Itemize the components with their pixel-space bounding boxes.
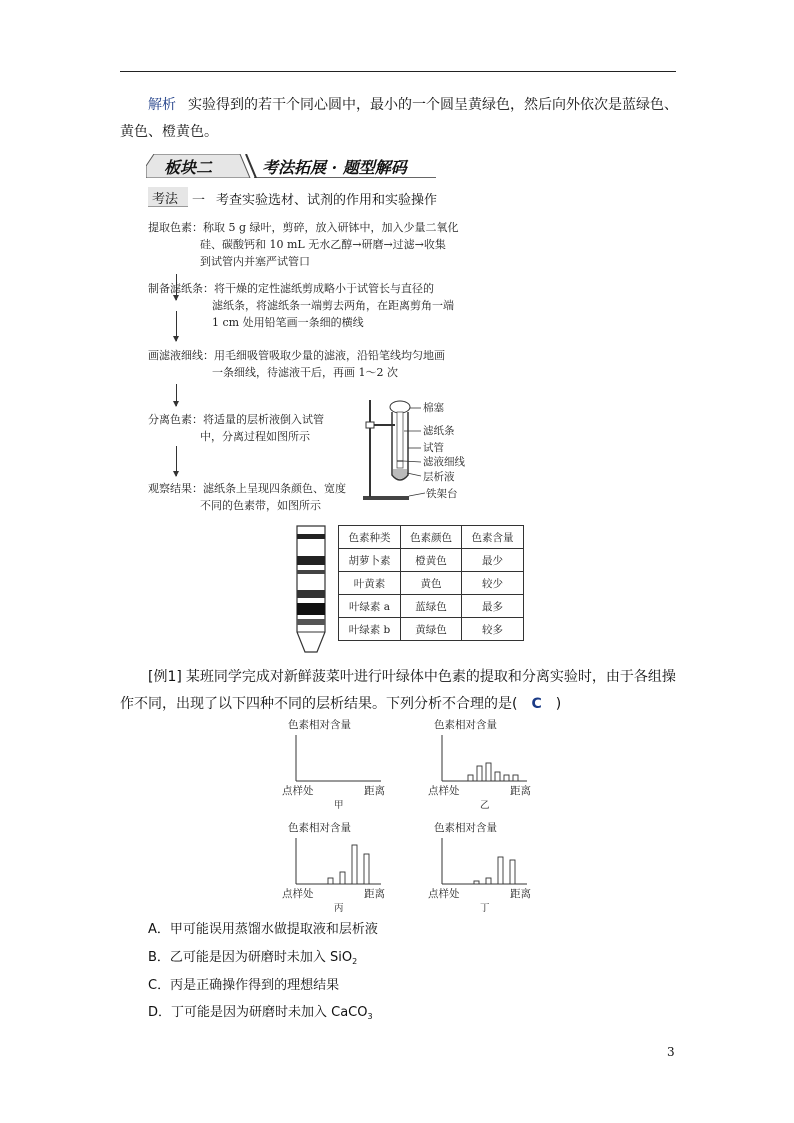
bar bbox=[468, 775, 473, 781]
chart-3 bbox=[282, 820, 398, 914]
x-label-right: 距离 bbox=[364, 888, 385, 900]
flow-step-1: 提取色素：称取 5 g 绿叶，剪碎，放入研钵中，加入少量二氧化 硅、碳酸钙和 10 mL 无水乙醇→研磨→过滤→收集 到试管内并塞严试管口 bbox=[148, 221, 459, 268]
bar bbox=[340, 872, 345, 884]
pigment-table bbox=[338, 525, 524, 641]
analysis-line-1 bbox=[148, 92, 688, 119]
x-label-right: 距离 bbox=[364, 785, 385, 797]
bar bbox=[510, 860, 515, 884]
bar bbox=[495, 772, 500, 781]
chart-title: 色素相对含量 bbox=[434, 719, 497, 731]
filter-strip bbox=[397, 412, 403, 468]
chart-4 bbox=[428, 820, 544, 914]
x-label-left: 点样处 bbox=[282, 888, 314, 900]
bar bbox=[486, 878, 491, 884]
table-row: 叶绿素 b 黄绿色 较多 bbox=[339, 618, 524, 641]
analysis-line-2: 黄色、橙黄色。 bbox=[120, 124, 218, 140]
example-answer: C bbox=[531, 696, 542, 712]
chart-2 bbox=[428, 717, 544, 811]
bar bbox=[364, 854, 369, 884]
pigment-strip-result bbox=[293, 524, 329, 654]
example-line-2 bbox=[120, 691, 676, 718]
chart-axes bbox=[434, 717, 544, 787]
method-label: 考法 bbox=[152, 192, 179, 207]
option-b-text: B．乙可能是因为研磨时未加入 SiO bbox=[148, 950, 353, 965]
flow-step-3: 画滤液细线：用毛细吸管吸取少量的滤液，沿铅笔线均匀地画 一条细线，待滤液干后，再画 1～2 次 bbox=[148, 349, 445, 379]
option-d-text: D．丁可能是因为研磨时未加入 CaCO bbox=[148, 1005, 368, 1020]
table-row: 叶绿素 a 蓝绿色 最多 bbox=[339, 595, 524, 618]
chart-axes bbox=[434, 820, 544, 890]
label-cotton: 棉塞 bbox=[423, 402, 444, 414]
analysis-text: 实验得到的若干个同心圆中，最小的一个圆呈黄绿色，然后向外依次是蓝绿色、 bbox=[188, 97, 678, 113]
header-rule bbox=[120, 71, 676, 72]
chart-name: 丙 bbox=[334, 903, 344, 914]
chart-1 bbox=[282, 717, 398, 811]
bar bbox=[352, 845, 357, 884]
example-close: ) bbox=[555, 696, 562, 712]
option-d-sub: 3 bbox=[367, 1012, 373, 1021]
chart-axes bbox=[288, 717, 398, 787]
flow-arrow-2 bbox=[176, 311, 177, 341]
label-solvent: 层析液 bbox=[423, 471, 455, 483]
example-text: 某班同学完成对新鲜菠菜叶进行叶绿体中色素的提取和分离实验时，由于各组操 bbox=[185, 669, 676, 685]
bar bbox=[513, 775, 518, 781]
bar bbox=[474, 881, 479, 884]
table-row: 胡萝卜素 橙黄色 最少 bbox=[339, 549, 524, 572]
method-title: 考查实验选材、试剂的作用和实验操作 bbox=[216, 193, 438, 208]
x-label-left: 点样处 bbox=[282, 785, 314, 797]
chart-title: 色素相对含量 bbox=[288, 719, 351, 731]
chart-title: 色素相对含量 bbox=[434, 822, 497, 834]
flow-arrow-3 bbox=[176, 384, 177, 406]
chart-name: 乙 bbox=[480, 800, 490, 811]
bar bbox=[504, 775, 509, 781]
table-header-row: 色素种类 色素颜色 色素含量 bbox=[339, 526, 524, 549]
option-b bbox=[148, 948, 357, 972]
option-a: A．甲可能误用蒸馏水做提取液和层析液 bbox=[148, 922, 378, 937]
analysis-label: 解析 bbox=[148, 97, 176, 113]
banner-left-text: 板块二 bbox=[164, 158, 213, 177]
option-c: C．丙是正确操作得到的理想结果 bbox=[148, 978, 340, 993]
x-label-left: 点样处 bbox=[428, 785, 460, 797]
table-row: 叶黄素 黄色 较少 bbox=[339, 572, 524, 595]
bar bbox=[486, 763, 491, 781]
x-label-right: 距离 bbox=[510, 785, 531, 797]
example-line-1 bbox=[148, 664, 688, 691]
x-label-left: 点样处 bbox=[428, 888, 460, 900]
method-num: 一 bbox=[192, 193, 206, 208]
clamp-holder bbox=[366, 422, 374, 428]
label-strip: 滤纸条 bbox=[423, 425, 455, 437]
label-stand: 铁架台 bbox=[426, 488, 458, 500]
chart-axes bbox=[288, 820, 398, 890]
chart-name: 丁 bbox=[480, 903, 490, 914]
option-d bbox=[148, 1003, 373, 1027]
cotton-plug bbox=[390, 401, 410, 413]
flow-step-5: 观察结果：滤纸条上呈现四条颜色、宽度 不同的色素带，如图所示 bbox=[148, 482, 346, 512]
banner-right-text: 考法拓展 · 题型解码 bbox=[262, 158, 407, 177]
section-banner bbox=[146, 154, 438, 178]
x-label-right: 距离 bbox=[510, 888, 531, 900]
label-line: 滤液细线 bbox=[423, 456, 465, 468]
example-prefix: [例1] bbox=[148, 669, 182, 685]
flow-step-4: 分离色素：将适量的层析液倒入试管 中，分离过程如图所示 bbox=[148, 413, 324, 443]
flow-arrow-4 bbox=[176, 446, 177, 476]
flow-step-2: 制备滤纸条：将干燥的定性滤纸剪成略小于试管长与直径的 滤纸条，将滤纸条一端剪去两角，在距离剪角一端 1 cm 处用铅笔画一条细的横线 bbox=[148, 282, 454, 329]
chart-name: 甲 bbox=[334, 800, 344, 811]
bar bbox=[477, 766, 482, 781]
label-tube: 试管 bbox=[423, 442, 444, 454]
option-b-sub: 2 bbox=[352, 957, 358, 966]
example-text-2: 作不同，出现了以下四种不同的层析结果。下列分析不合理的是( bbox=[120, 696, 518, 712]
chromatography-apparatus bbox=[355, 395, 485, 510]
page-number: 3 bbox=[667, 1045, 675, 1059]
chart-title: 色素相对含量 bbox=[288, 822, 351, 834]
bar bbox=[328, 878, 333, 884]
bar bbox=[498, 857, 503, 884]
